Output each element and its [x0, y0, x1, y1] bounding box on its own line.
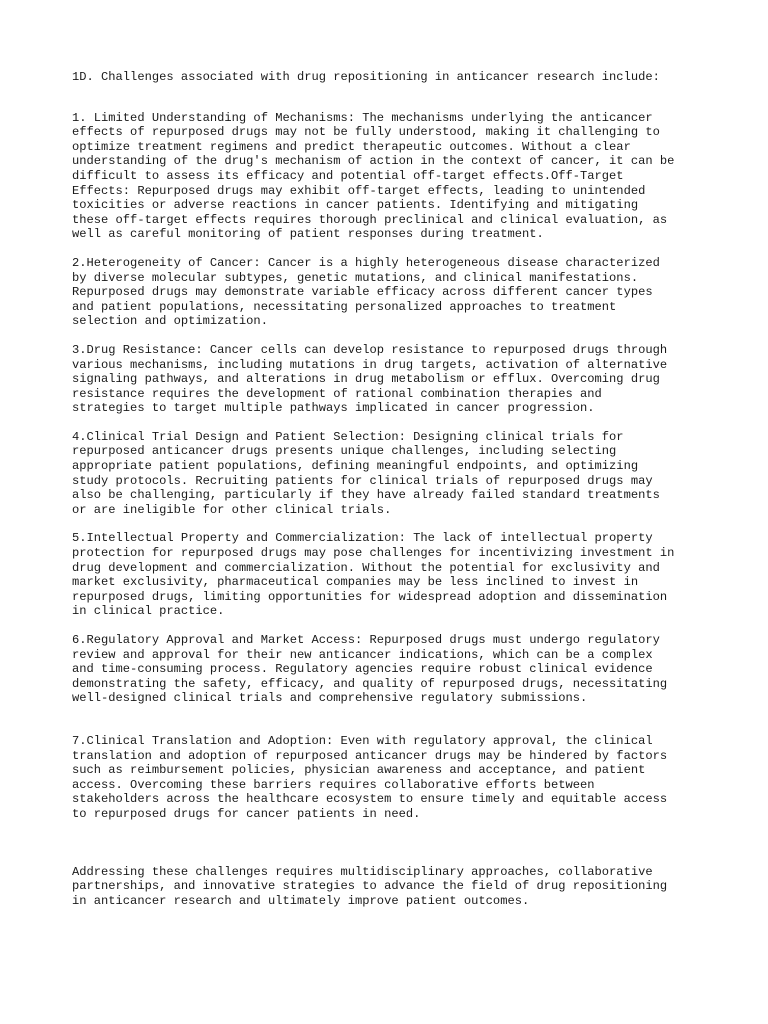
paragraph-mechanisms: 1. Limited Understanding of Mechanisms: The mechanisms underlying the anticancer effects of repurposed drugs may not be fully understood, making it challenging to optimize treatment regimens and predict therapeutic outcomes. Without a clear understanding of the drug's mechanism of action in the context of cancer, it can be difficult to assess its efficacy and potential off-target effects.Off-Target Effects: Repurposed drugs may exhibit off-target effects, leading to unintended toxicities or adverse reactions in cancer patients. Identifying and mitigating these off-target effects requires thorough preclinical and clinical evaluation, as well as careful monitoring of patient responses during treatment. — [72, 110, 675, 242]
paragraph-heterogeneity: 2.Heterogeneity of Cancer: Cancer is a highly heterogeneous disease characterized by diverse molecular subtypes, genetic mutations, and clinical manifestations. Repurposed drugs may demonstrate variable efficacy across different cancer types and patient populations, necessitating personalized approaches to treatment selection and optimization. — [72, 255, 660, 329]
paragraph-regulatory-approval: 6.Regulatory Approval and Market Access: Repurposed drugs must undergo regulatory review and approval for their new anticancer indications, which can be a complex and time-consuming process. Regulatory agencies require robust clinical evidence demonstrating the safety, efficacy, and quality of repurposed drugs, necessitating well-designed clinical trials and comprehensive regulatory submissions. — [72, 633, 668, 706]
document-body — [72, 70, 712, 908]
paragraph-conclusion: Addressing these challenges requires multidisciplinary approaches, collaborative partnerships, and innovative strategies to advance the field of drug repositioning in anticancer research and ultimately improve patient outcomes. — [72, 864, 668, 908]
paragraph-drug-resistance: 3.Drug Resistance: Cancer cells can develop resistance to repurposed drugs through various mechanisms, including mutations in drug targets, activation of alternative signaling pathways, and alterations in drug metabolism or efflux. Overcoming drug resistance requires the development of rational combination therapies and strategies to target multiple pathways implicated in cancer progression. — [72, 342, 668, 416]
paragraph-clinical-translation: 7.Clinical Translation and Adoption: Even with regulatory approval, the clinical translation and adoption of repurposed anticancer drugs may be hindered by factors such as reimbursement policies, physician awareness and acceptance, and patient access. Overcoming these barriers requires collaborative efforts between stakeholders across the healthcare ecosystem to ensure timely and equitable access to repurposed drugs for cancer patients in need. — [72, 733, 668, 821]
paragraph-intellectual-property: 5.Intellectual Property and Commercialization: The lack of intellectual property protection for repurposed drugs may pose challenges for incentivizing investment in drug development and commercialization. Without the potential for exclusivity and market exclusivity, pharmaceutical companies may be less inclined to invest in repurposed drugs, limiting opportunities for widespread adoption and dissemination in clinical practice. — [72, 531, 675, 619]
document-heading: 1D. Challenges associated with drug repositioning in anticancer research include: — [72, 70, 660, 84]
paragraph-clinical-trial-design: 4.Clinical Trial Design and Patient Selection: Designing clinical trials for repurposed anticancer drugs presents unique challenges, including selecting appropriate patient populations, defining meaningful endpoints, and optimizing study protocols. Recruiting patients for clinical trials of repurposed drugs may also be challenging, particularly if they have already failed standard treatments or are ineligible for other clinical trials. — [72, 429, 660, 517]
